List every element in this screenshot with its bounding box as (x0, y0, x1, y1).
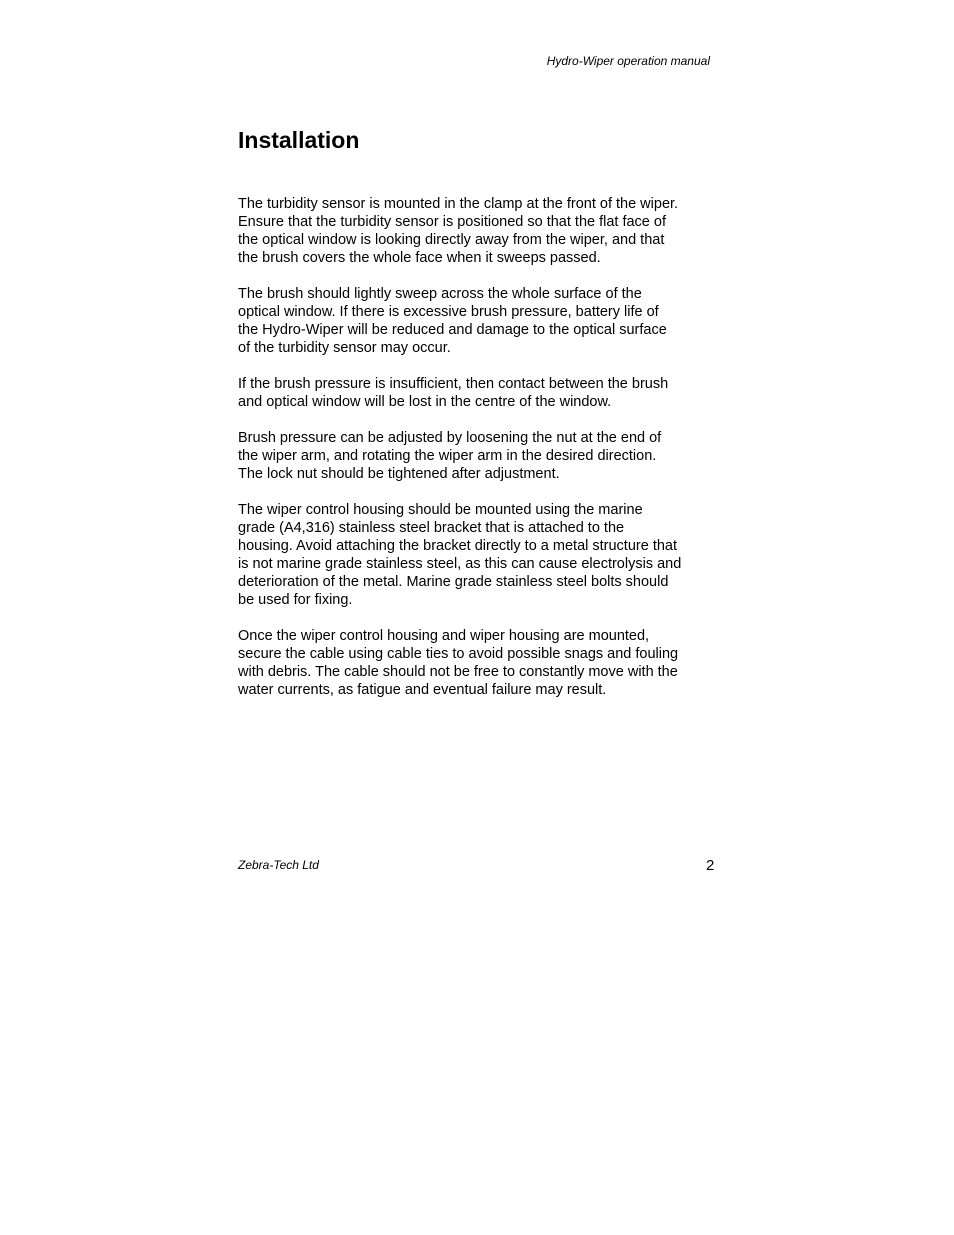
paragraph-line: water currents, as fatigue and eventual failure may result. (238, 682, 607, 698)
running-header: Hydro-Wiper operation manual (546, 54, 710, 68)
paragraph-line: of the turbidity sensor may occur. (238, 340, 451, 356)
body-text (238, 195, 728, 717)
paragraph-cable-securing (238, 627, 728, 699)
paragraph-line: Ensure that the turbidity sensor is positioned so that the flat face of (238, 214, 666, 230)
paragraph-sensor-mounting (238, 195, 728, 267)
paragraph-brush-sweep (238, 285, 728, 357)
paragraph-line: The brush should lightly sweep across the whole surface of the (238, 286, 642, 302)
paragraph-line: the optical window is looking directly away from the wiper, and that (238, 232, 665, 248)
paragraph-line: The lock nut should be tightened after adjustment. (238, 466, 560, 482)
footer-company: Zebra-Tech Ltd (238, 858, 319, 872)
paragraph-line: and optical window will be lost in the centre of the window. (238, 394, 612, 410)
paragraph-line: is not marine grade stainless steel, as this can cause electrolysis and (238, 556, 682, 572)
paragraph-line: be used for fixing. (238, 592, 353, 608)
paragraph-line: housing. Avoid attaching the bracket directly to a metal structure that (238, 538, 678, 554)
paragraph-pressure-adjustment (238, 429, 728, 483)
paragraph-line: The turbidity sensor is mounted in the clamp at the front of the wiper. (238, 196, 679, 212)
page-number: 2 (706, 857, 715, 874)
paragraph-line: with debris. The cable should not be free to constantly move with the (238, 664, 678, 680)
paragraph-line: optical window. If there is excessive brush pressure, battery life of (238, 304, 659, 320)
paragraph-line: Once the wiper control housing and wiper housing are mounted, (238, 628, 650, 644)
paragraph-line: Brush pressure can be adjusted by loosening the nut at the end of (238, 430, 662, 446)
paragraph-line: the brush covers the whole face when it sweeps passed. (238, 250, 601, 266)
paragraph-line: The wiper control housing should be mounted using the marine (238, 502, 643, 518)
section-title: Installation (238, 127, 360, 153)
paragraph-line: the wiper arm, and rotating the wiper arm in the desired direction. (238, 448, 657, 464)
paragraph-housing-mounting (238, 501, 728, 609)
paragraph-line: If the brush pressure is insufficient, then contact between the brush (238, 376, 669, 392)
paragraph-line: deterioration of the metal. Marine grade stainless steel bolts should (238, 574, 669, 590)
paragraph-line: secure the cable using cable ties to avoid possible snags and fouling (238, 646, 679, 662)
paragraph-insufficient-pressure (238, 375, 728, 411)
paragraph-line: grade (A4,316) stainless steel bracket that is attached to the (238, 520, 625, 536)
paragraph-line: the Hydro-Wiper will be reduced and damage to the optical surface (238, 322, 667, 338)
